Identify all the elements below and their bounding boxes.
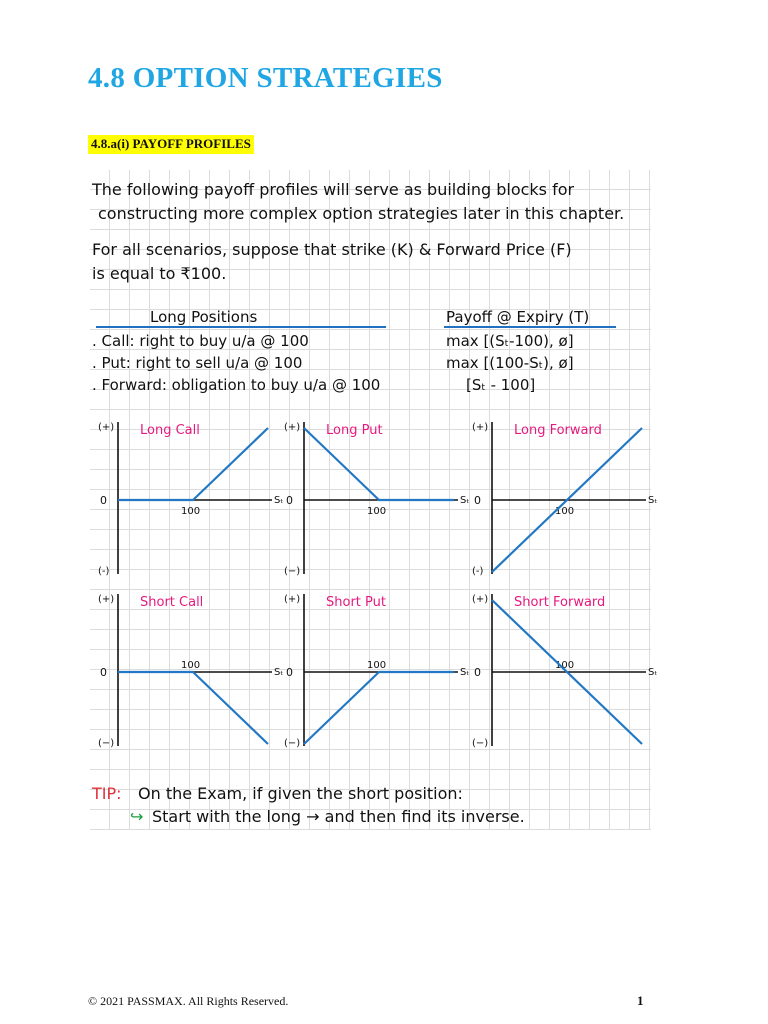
- graph-title: Short Forward: [514, 595, 606, 610]
- y-axis-positive-label: (+): [472, 422, 489, 433]
- graph-title: Short Put: [326, 595, 386, 610]
- page-number: 1: [637, 993, 644, 1008]
- intro-line-1: The following payoff profiles will serve as building blocks for: [92, 180, 575, 199]
- row-forward-payoff: [Sₜ - 100]: [466, 376, 536, 394]
- y-axis-negative-label: (−): [284, 738, 301, 749]
- y-axis-zero-label: 0: [100, 666, 107, 679]
- graph-short-forward: [470, 590, 658, 750]
- x-axis-label: Sₜ: [648, 495, 658, 506]
- strike-label: 100: [367, 506, 387, 517]
- footer-copyright: © 2021 PASSMAX. All Rights Reserved.: [88, 994, 289, 1008]
- graph-title: Long Put: [326, 423, 383, 438]
- y-axis-negative-label: (−): [472, 738, 489, 749]
- y-axis-zero-label: 0: [286, 494, 293, 507]
- graph-title: Short Call: [140, 595, 204, 610]
- graph-title: Long Call: [140, 423, 200, 438]
- x-axis-label: Sₜ: [274, 667, 284, 678]
- payoff-line: [118, 428, 268, 500]
- tip-line-1: On the Exam, if given the short position:: [138, 784, 463, 803]
- row-forward-position: . Forward: obligation to buy u/a @ 100: [92, 376, 381, 394]
- y-axis-zero-label: 0: [100, 494, 107, 507]
- graph-title: Long Forward: [514, 423, 602, 438]
- payoff-header: Payoff @ Expiry (T): [446, 308, 590, 326]
- x-axis-label: Sₜ: [274, 495, 284, 506]
- tip-line-2: Start with the long → and then find its inverse.: [152, 807, 525, 826]
- y-axis-negative-label: (−): [98, 738, 115, 749]
- graph-long-put: [282, 418, 470, 578]
- x-axis-label: Sₜ: [460, 495, 470, 506]
- y-axis-zero-label: 0: [474, 666, 481, 679]
- y-axis-zero-label: 0: [474, 494, 481, 507]
- x-axis-label: Sₜ: [648, 667, 658, 678]
- graph-long-call: [96, 418, 284, 578]
- y-axis-positive-label: (+): [98, 594, 115, 605]
- strike-label: 100: [181, 506, 201, 517]
- y-axis-positive-label: (+): [284, 422, 301, 433]
- strike-label: 100: [555, 506, 575, 517]
- payoff-line: [304, 672, 454, 744]
- y-axis-positive-label: (+): [98, 422, 115, 433]
- long-positions-header: Long Positions: [150, 308, 258, 326]
- x-axis-label: Sₜ: [460, 667, 470, 678]
- y-axis-negative-label: (-): [98, 566, 110, 577]
- payoff-line: [118, 672, 268, 744]
- payoff-line: [304, 428, 454, 500]
- graph-short-put: [282, 590, 470, 750]
- page-title: 4.8 OPTION STRATEGIES: [88, 62, 443, 94]
- strike-label: 100: [181, 660, 201, 671]
- row-put-payoff: max [(100-Sₜ), ø]: [446, 354, 574, 372]
- assumption-line-2: is equal to ₹100.: [92, 264, 227, 283]
- section-heading: 4.8.a(i) PAYOFF PROFILES: [88, 135, 254, 154]
- strike-label: 100: [555, 660, 575, 671]
- graph-short-call: [96, 590, 284, 750]
- y-axis-negative-label: (-): [472, 566, 484, 577]
- assumption-line-1: For all scenarios, suppose that strike (K) & Forward Price (F): [92, 240, 572, 259]
- payoff-header-underline: [444, 326, 616, 328]
- long-header-underline: [96, 326, 386, 328]
- row-call-payoff: max [(Sₜ-100), ø]: [446, 332, 574, 350]
- tip-label: TIP:: [92, 784, 122, 803]
- graph-long-forward: [470, 418, 658, 578]
- y-axis-zero-label: 0: [286, 666, 293, 679]
- row-call-position: . Call: right to buy u/a @ 100: [92, 332, 309, 350]
- y-axis-positive-label: (+): [472, 594, 489, 605]
- y-axis-positive-label: (+): [284, 594, 301, 605]
- tip-arrow-icon: ↪: [130, 807, 144, 826]
- strike-label: 100: [367, 660, 387, 671]
- intro-line-2: constructing more complex option strategies later in this chapter.: [98, 204, 625, 223]
- y-axis-negative-label: (−): [284, 566, 301, 577]
- row-put-position: . Put: right to sell u/a @ 100: [92, 354, 303, 372]
